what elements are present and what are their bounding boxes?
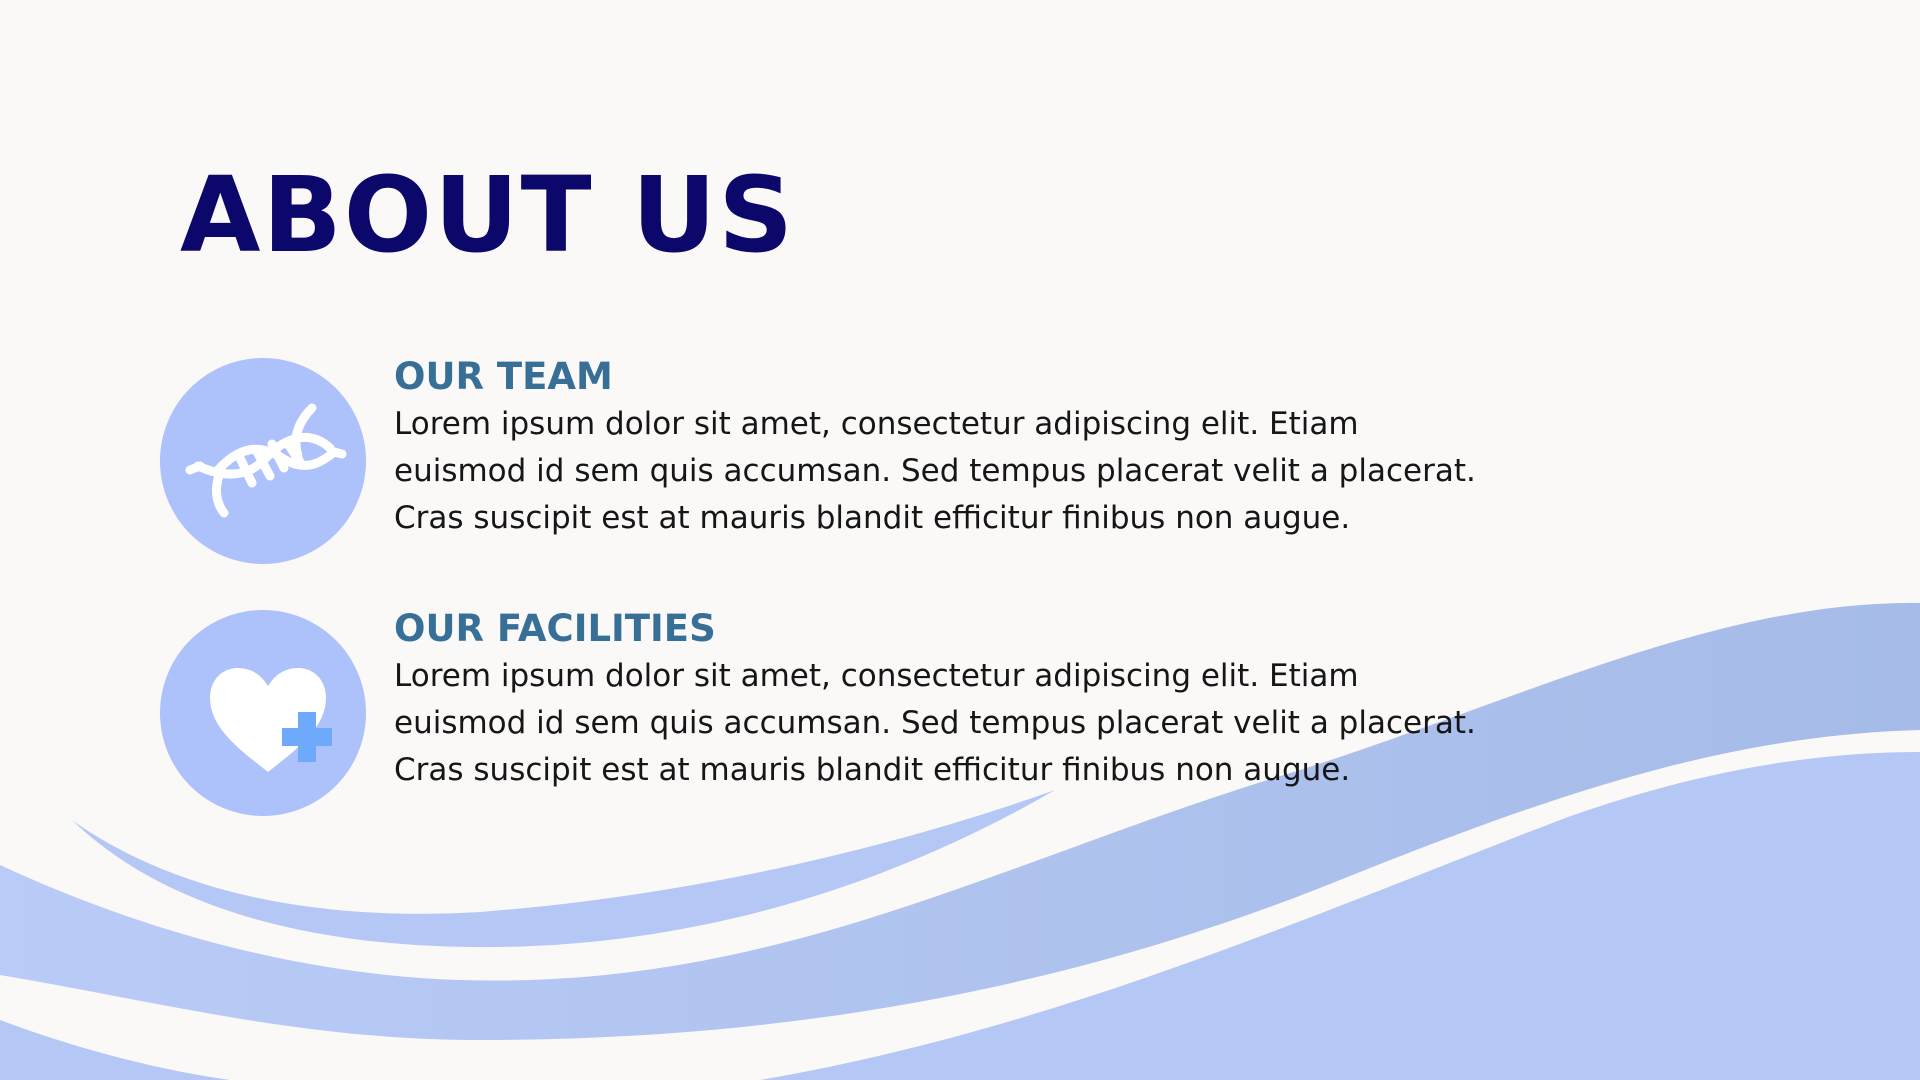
body-line: euismod id sem quis accumsan. Sed tempus placerat velit a placerat.	[394, 453, 1476, 489]
body-line: euismod id sem quis accumsan. Sed tempus placerat velit a placerat.	[394, 705, 1476, 741]
facilities-icon-circle	[160, 610, 366, 816]
section-body-our-team	[394, 401, 1614, 542]
team-text-block	[394, 355, 1614, 542]
dna-icon	[160, 358, 366, 564]
team-icon-circle	[160, 358, 366, 564]
facilities-text-block	[394, 607, 1614, 794]
section-heading-our-facilities: OUR FACILITIES	[394, 607, 716, 650]
body-line: Cras suscipit est at mauris blandit efficitur finibus non augue.	[394, 752, 1351, 788]
body-line: Cras suscipit est at mauris blandit efficitur finibus non augue.	[394, 500, 1351, 536]
body-line: Lorem ipsum dolor sit amet, consectetur adipiscing elit. Etiam	[394, 406, 1359, 442]
body-line: Lorem ipsum dolor sit amet, consectetur adipiscing elit. Etiam	[394, 658, 1359, 694]
section-body-our-facilities	[394, 653, 1614, 794]
section-heading-our-team: OUR TEAM	[394, 355, 613, 398]
page-title: ABOUT US	[180, 154, 796, 276]
heart-plus-icon	[160, 610, 366, 816]
